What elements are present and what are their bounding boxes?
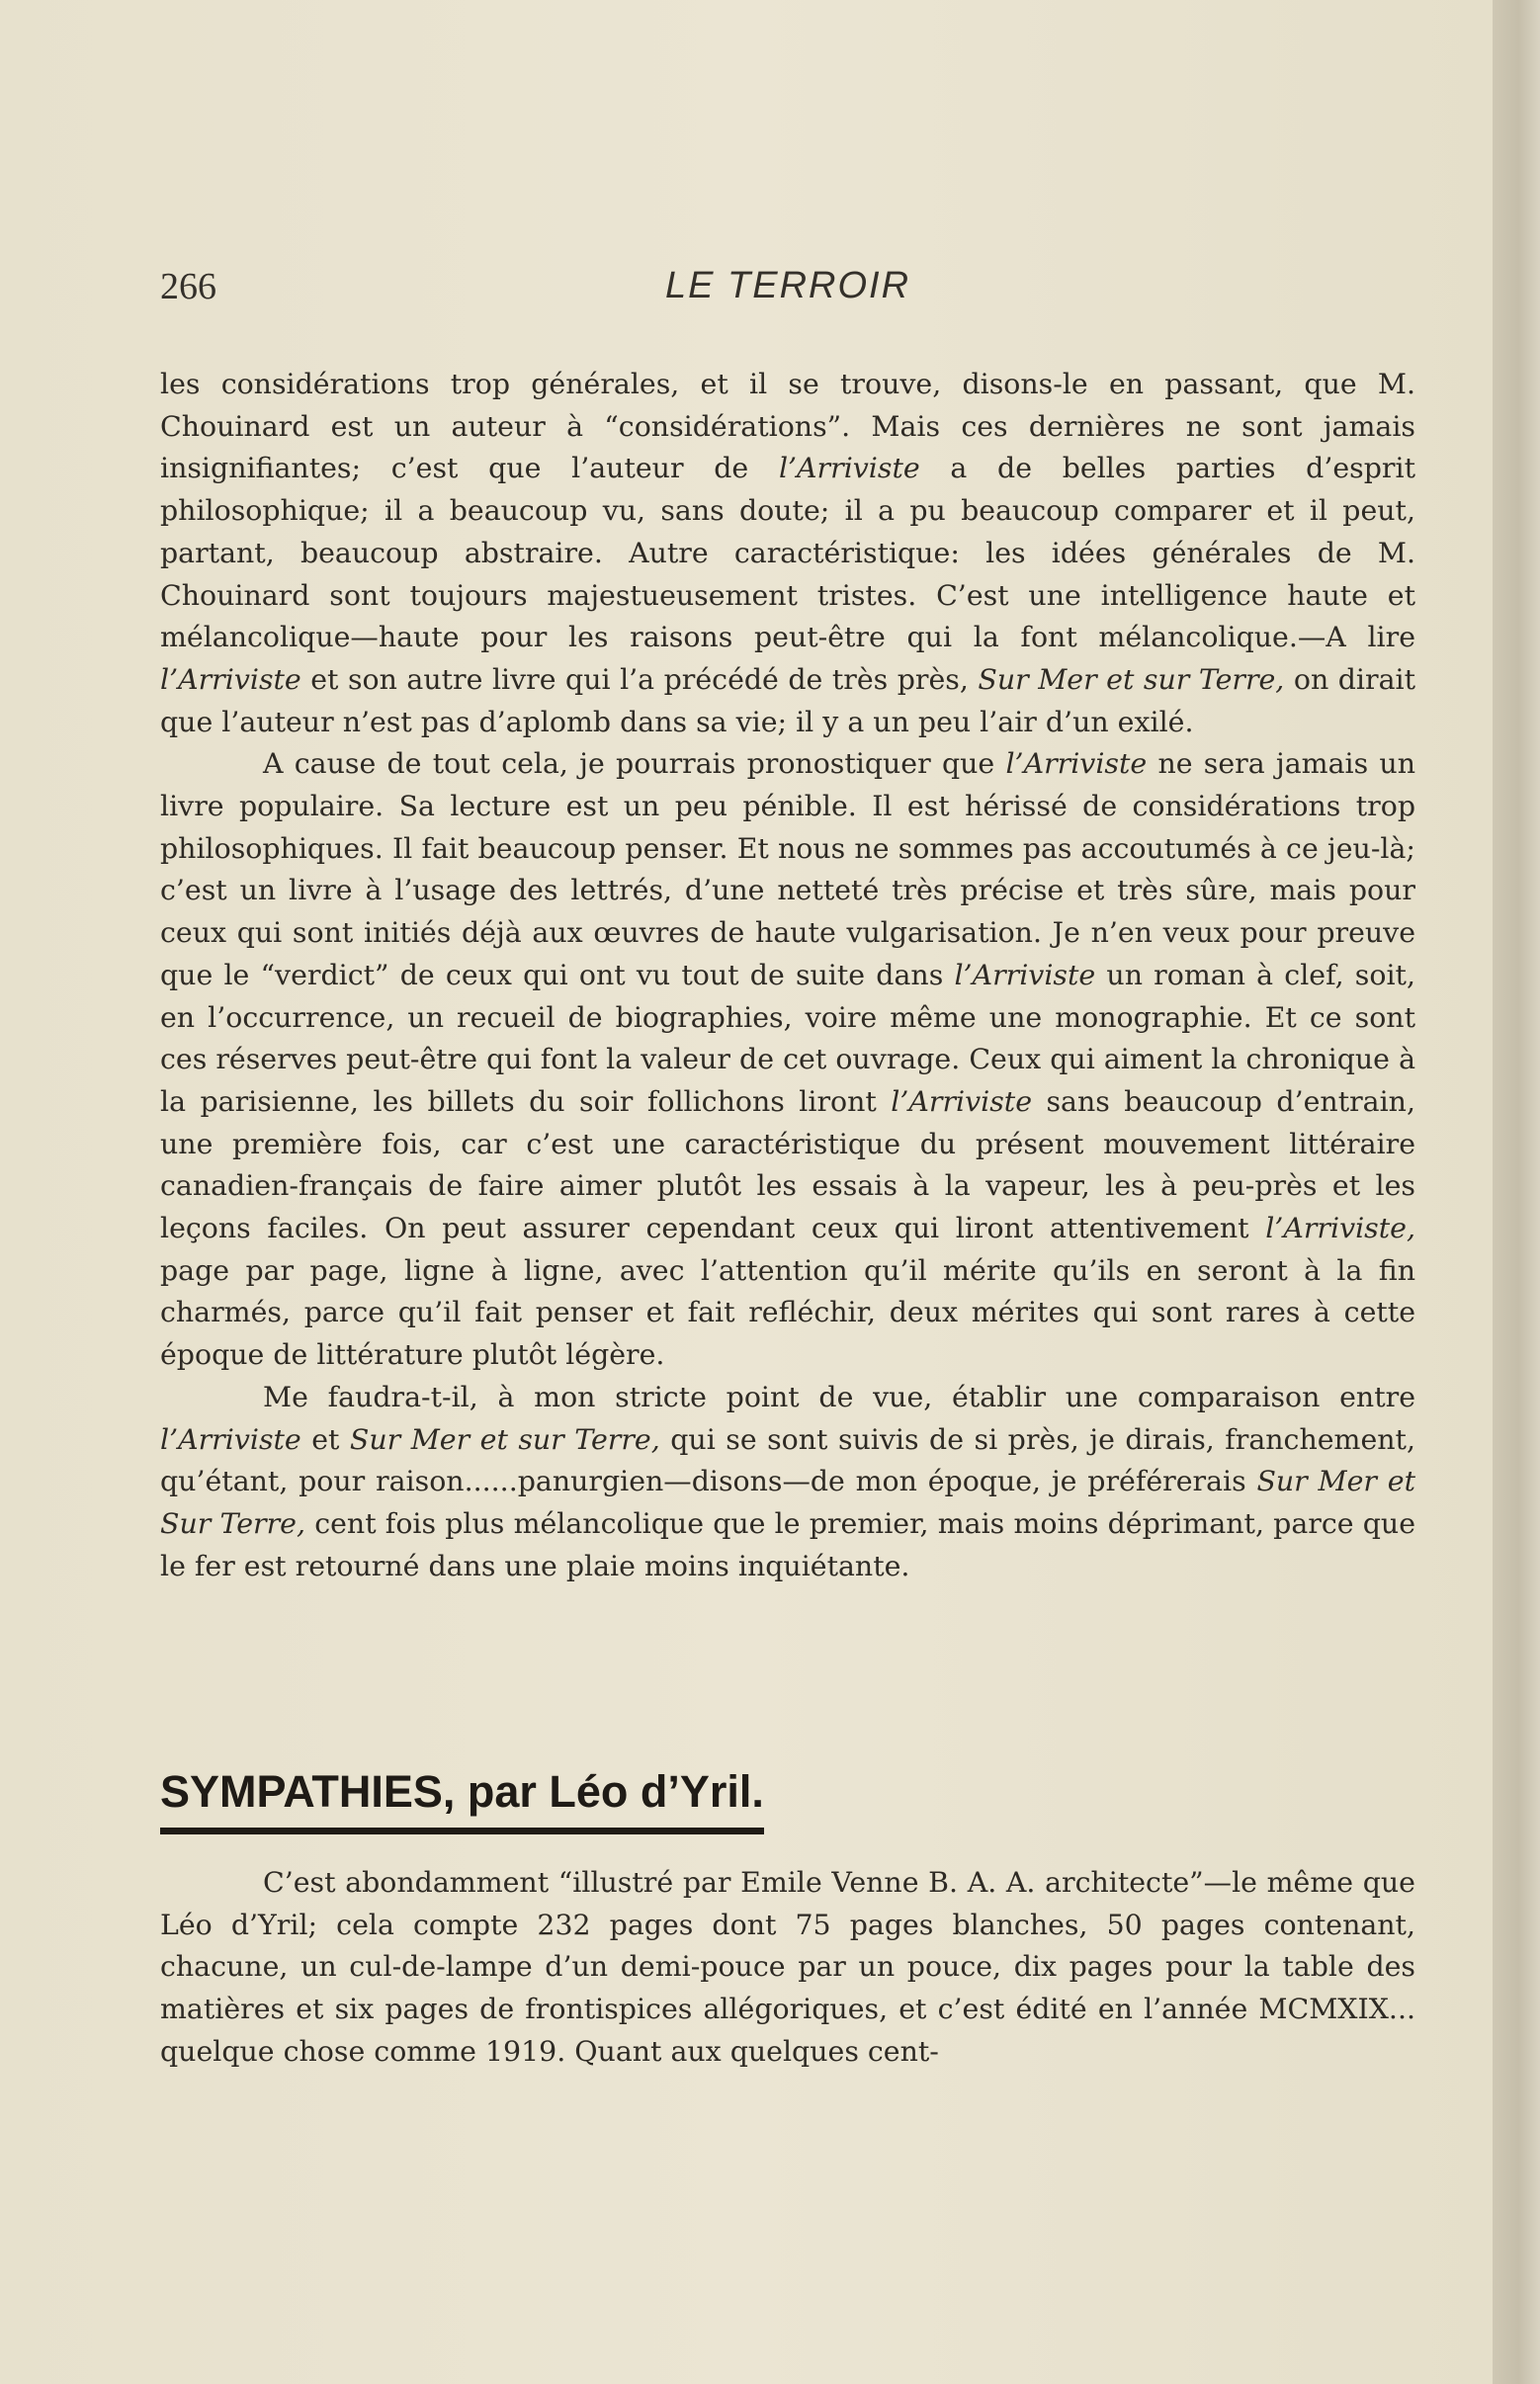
page-number: 266 — [160, 266, 216, 307]
page-header — [160, 265, 1415, 320]
text-run: on dirait que l’auteur n’est pas d’aplomb dans sa vie; il y a un peu l’air d’un exilé. — [160, 662, 1415, 738]
text-run: qui se sont suivis de si près, je dirais, franchement, qu’étant, pour raison......panurgien—disons—de mon époque, je préférerais — [160, 1422, 1415, 1498]
text-run: page par page, ligne à ligne, avec l’attention qu’il mérite qu’ils en seront à la fin charmés, parce qu’il fait penser et fait refléchir, deux mérites qui sont rares à cette époque de littérature plutôt légère. — [160, 1253, 1415, 1372]
italic-title-run: l’Arriviste — [1005, 747, 1148, 781]
italic-title-run: Sur Mer et Sur Terre, — [160, 1465, 1416, 1540]
text-run: a de belles parties d’esprit philosophique; il a beaucoup vu, sans doute; il a pu beaucoup comparer et il peut, partant, beaucoup abstraire. Autre caractéristique: les idées générales de M. Chouinard sont toujours majestueusement tristes. C’est une intelligence haute et mélancolique—haute pour les raisons peut-être qui la font mélancolique.—A lire — [160, 452, 1415, 654]
text-run: C’est abondamment “illustré par Emile Venne B. A. A. architecte”—le même que Léo d’Yril; cela compte 232 pages dont 75 pages blanches, 50 pages contenant, chacune, un cul-de-lampe d’un demi-pouce par un pouce, dix pages pour la table des matières et six pages de frontispices allégoriques, et c’est édité en l’année MCMXIX... quelque chose comme 1919. Quant aux quelques cent- — [160, 1866, 1415, 2068]
italic-title-run: l’Arriviste — [160, 1422, 301, 1456]
text-run: Me faudra-t-il, à mon stricte point de vue, établir une comparaison entre — [263, 1380, 1415, 1413]
section-title: SYMPATHIES, par Léo d’Yril. — [160, 1766, 764, 1834]
review-text — [160, 364, 1415, 1587]
text-run: et son autre livre qui l’a précédé de très près, — [300, 662, 979, 696]
text-run: ne sera jamais un livre populaire. Sa lecture est un peu pénible. Il est hérissé de considérations trop philosophiques. Il fait beaucoup penser. Et nous ne sommes pas accoutumés à ce jeu-là; c’est un livre à l’usage des lettrés, d’une netteté très précise et très sûre, mais pour ceux qui sont initiés déjà aux œuvres de haute vulgarisation. Je n’en veux pour preuve que le “verdict” de ceux qui ont vu tout de suite dans — [160, 747, 1415, 991]
text-run: A cause de tout cela, je pourrais pronostiquer que — [263, 747, 1006, 781]
italic-title-run: l’Arriviste — [954, 958, 1096, 991]
text-run: un roman à clef, soit, en l’occurrence, un recueil de biographies, voire même une monographie. Et ce sont ces réserves peut-être qui font la valeur de cet ouvrage. Ceux qui aiment la chronique à la parisienne, les billets du soir follichons liront — [160, 958, 1415, 1118]
text-run: sans beaucoup d’entrain, une première fois, car c’est une caractéristique du présent mouvement littéraire canadien-français de faire aimer plutôt les essais à la vapeur, les à peu-près et les leçons faciles. On peut assurer cependant ceux qui liront attentivement — [160, 1084, 1415, 1245]
sympathies-section — [160, 1766, 1415, 2074]
italic-title-run: Sur Mer et sur Terre, — [349, 1422, 660, 1456]
review-paragraph-2 — [160, 743, 1415, 1377]
italic-title-run: l’Arriviste — [778, 452, 920, 485]
italic-title-run: l’Arriviste — [160, 662, 301, 696]
review-paragraph-3 — [160, 1377, 1415, 1588]
text-run: les considérations trop générales, et il se trouve, disons-le en passant, que M. Chouinard est un auteur à “considérations”. Mais ces dernières ne sont jamais insignifiantes; c’est que l’auteur de — [160, 368, 1415, 485]
italic-title-run: Sur Mer et sur Terre, — [978, 662, 1285, 696]
page-edge-shadow — [1493, 0, 1540, 2384]
italic-title-run: l’Arriviste, — [1265, 1212, 1415, 1245]
review-paragraph-1 — [160, 364, 1415, 743]
section-paragraph-1 — [160, 1862, 1415, 2074]
text-run: et — [300, 1422, 350, 1456]
italic-title-run: l’Arriviste — [891, 1084, 1033, 1118]
text-run: cent fois plus mélancolique que le premier, mais moins déprimant, parce que le fer est retourné dans une plaie moins inquiétante. — [160, 1506, 1415, 1582]
running-title: LE TERROIR — [664, 265, 911, 306]
